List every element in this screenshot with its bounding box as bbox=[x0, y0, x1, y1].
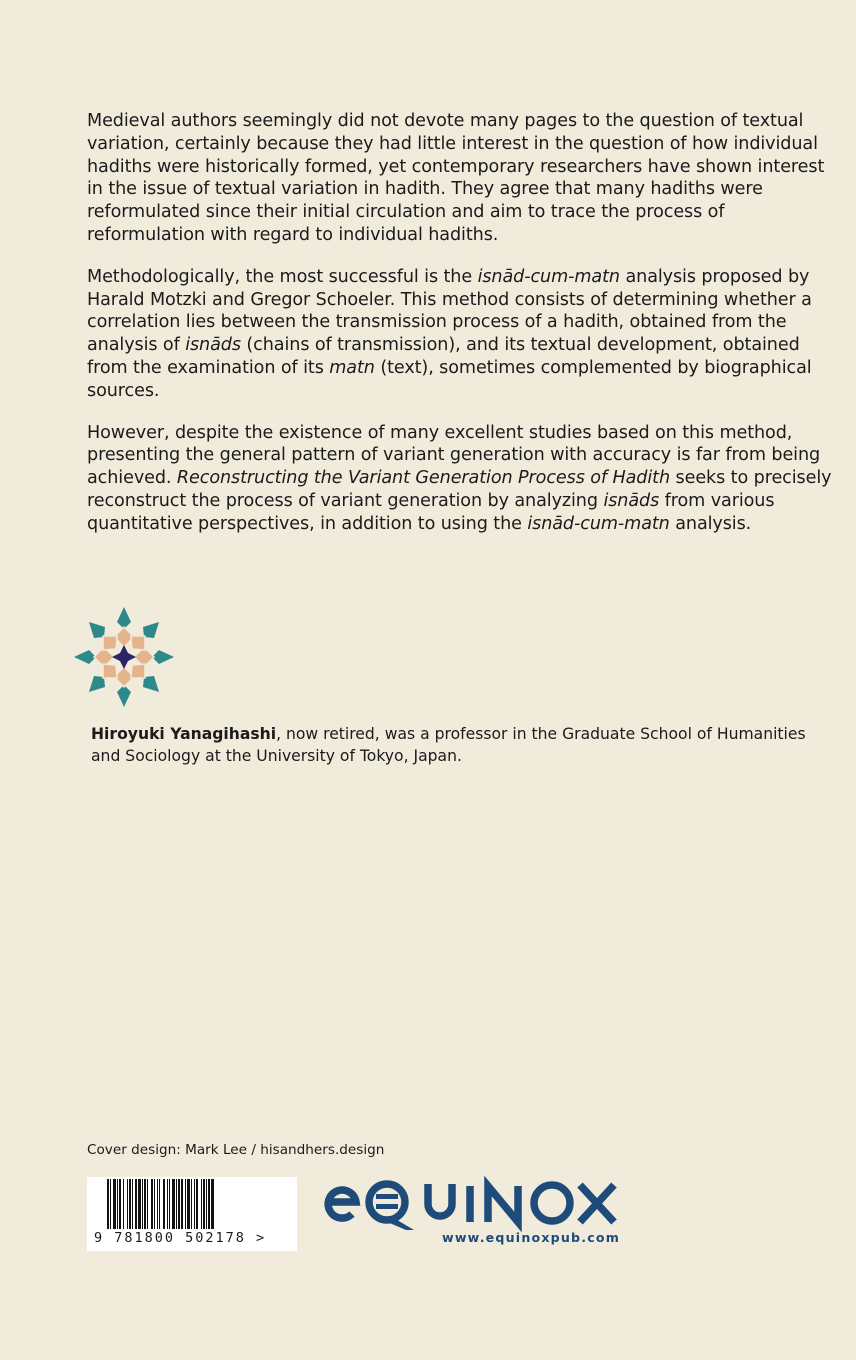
barcode-bar bbox=[181, 1179, 183, 1229]
author-name: Hiroyuki Yanagihashi bbox=[91, 725, 277, 743]
blurb-paragraph-3: However, despite the existence of many excellent studies based on this method, presenting the general pattern of variant generation with accuracy is far from being achieved. Reconstructing the Variant Generation Process of Hadith seeks to precisely reconstruct the process of variant generation by analyzing isnāds from various quantitative perspectives, in addition to using the isnād-cum-matn analysis. bbox=[87, 422, 832, 534]
barcode-bar bbox=[144, 1179, 146, 1229]
barcode-bar bbox=[127, 1179, 128, 1229]
barcode-bars bbox=[87, 1177, 297, 1233]
barcode-bar bbox=[191, 1179, 192, 1229]
barcode-bar bbox=[194, 1179, 195, 1229]
barcode-bar bbox=[113, 1179, 116, 1229]
barcode-bar bbox=[187, 1179, 190, 1229]
barcode-bar bbox=[110, 1179, 111, 1229]
barcode-bar bbox=[172, 1179, 175, 1229]
barcode-bar bbox=[211, 1179, 214, 1229]
author-bio bbox=[91, 724, 811, 767]
barcode-bar bbox=[151, 1179, 153, 1229]
barcode-bar bbox=[159, 1179, 160, 1229]
star-ornament-icon bbox=[73, 606, 175, 708]
barcode-bar bbox=[129, 1179, 131, 1229]
blurb-paragraph-1: Medieval authors seemingly did not devote many pages to the question of textual variation, certainly because they had little interest in the question of how individual hadiths were historically formed, yet contemporary researchers have shown interest in the issue of textual variation in hadith. They agree that many hadiths were reformulated since their initial circulation and aim to trace the process of reformulation with regard to individual hadiths. bbox=[87, 111, 825, 245]
barcode-bar bbox=[135, 1179, 137, 1229]
barcode-bar bbox=[157, 1179, 158, 1229]
barcode-bar bbox=[163, 1179, 165, 1229]
barcode-bar bbox=[206, 1179, 207, 1229]
cover-design-credit: Cover design: Mark Lee / hisandhers.design bbox=[87, 1142, 385, 1158]
barcode-bar bbox=[147, 1179, 148, 1229]
barcode-bar bbox=[138, 1179, 141, 1229]
equinox-wordmark-icon bbox=[318, 1172, 638, 1232]
barcode-bar bbox=[142, 1179, 143, 1229]
author-bio-text: , now retired, was a professor in the Graduate School of Humanities and Sociology at the University of Tokyo, Japan. bbox=[91, 725, 806, 765]
barcode-bar bbox=[203, 1179, 205, 1229]
isbn-barcode bbox=[87, 1177, 297, 1251]
barcode-bar bbox=[196, 1179, 198, 1229]
barcode-bar bbox=[185, 1179, 186, 1229]
barcode-bar bbox=[117, 1179, 118, 1229]
barcode-bar bbox=[167, 1179, 168, 1229]
barcode-bar bbox=[107, 1179, 109, 1229]
barcode-bar bbox=[119, 1179, 121, 1229]
blurb-paragraph-2: Methodologically, the most successful is the isnād-cum-matn analysis proposed by Harald Motzki and Gregor Schoeler. This method consists of determining whether a correlation lies between the transmission process of a hadith, obtained from the analysis of isnāds (chains of transmission), and its textual development, obtained from the examination of its matn (text), sometimes complemented by biographical sources. bbox=[87, 266, 812, 401]
barcode-bar bbox=[154, 1179, 155, 1229]
publisher-url[interactable]: www.equinoxpub.com bbox=[442, 1230, 621, 1245]
barcode-bar bbox=[123, 1179, 124, 1229]
barcode-bar bbox=[169, 1179, 170, 1229]
barcode-bar bbox=[201, 1179, 202, 1229]
barcode-bar bbox=[178, 1179, 180, 1229]
barcode-bar bbox=[176, 1179, 177, 1229]
barcode-bar bbox=[208, 1179, 210, 1229]
blurb bbox=[87, 110, 832, 555]
publisher-logo bbox=[318, 1172, 638, 1256]
barcode-bar bbox=[132, 1179, 133, 1229]
isbn-digits: 9 781800 502178 > bbox=[94, 1230, 267, 1246]
